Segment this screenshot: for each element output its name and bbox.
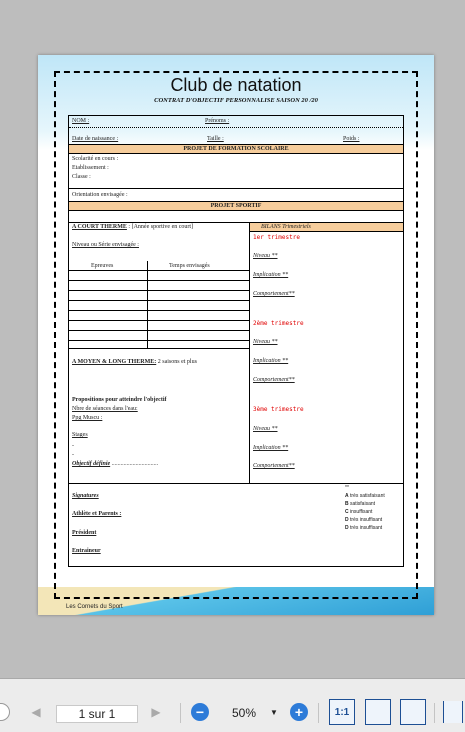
toolbar-separator — [434, 703, 435, 723]
legend-key: A — [345, 493, 349, 499]
legend-title: ** — [345, 485, 349, 491]
seances-label: Nbre de séances dans l'eau: — [72, 406, 138, 412]
comportement-t1: Comportement** — [253, 291, 295, 297]
divider — [69, 127, 403, 128]
implication-t2: Implication ** — [253, 358, 289, 364]
table-column-divider — [147, 261, 148, 348]
table-line — [69, 280, 249, 281]
athlete-label: Athlète et Parents : — [72, 511, 122, 517]
field-poids: Poids : — [343, 136, 360, 142]
rating-legend — [345, 484, 385, 532]
table-line — [69, 300, 249, 301]
single-page-icon — [443, 701, 463, 723]
table-line — [69, 290, 249, 291]
document-title: Club de natation — [170, 75, 302, 95]
moyen-long-heading — [72, 359, 197, 365]
objectif-label: Objectif définie — [72, 461, 111, 467]
zoom-out-button[interactable] — [189, 701, 211, 723]
comportement-t2: Comportement** — [253, 377, 295, 383]
field-nom: NOM : — [72, 118, 90, 124]
chevron-down-icon: ▼ — [270, 708, 278, 717]
single-page-button[interactable] — [443, 701, 463, 723]
moyen-long-label: A MOYEN & LONG THERME: — [72, 359, 157, 365]
stages-line-marker: - — [72, 443, 74, 449]
objectif-row — [72, 461, 158, 467]
implication-t1: Implication ** — [253, 272, 289, 278]
niveau-t1: Niveau ** — [253, 253, 278, 259]
fit-page-icon — [400, 699, 426, 725]
field-prenoms: Prénoms : — [205, 118, 230, 124]
field-taille: Taille : — [207, 136, 224, 142]
trimestre-3: 3ème trimestre — [253, 406, 304, 413]
field-date-naissance: Date de naissance : — [72, 136, 119, 142]
entraineur-label: Entraineur — [72, 548, 101, 554]
table-line — [69, 270, 249, 271]
legend-key: B — [345, 501, 349, 507]
table-line — [69, 320, 249, 321]
actual-size-button[interactable] — [329, 701, 355, 723]
divider — [69, 348, 249, 349]
objectif-dots: ............................... — [111, 461, 159, 467]
implication-t3: Implication ** — [253, 445, 289, 451]
chevron-right-icon: ▶ — [151, 705, 161, 719]
legend-item — [345, 492, 385, 500]
court-terme-heading — [72, 224, 193, 230]
zoom-out-icon: − — [191, 703, 209, 721]
document-subtitle: CONTRAT D'OBJECTIF PERSONNALISE SAISON 20 /20 — [154, 97, 318, 104]
legend-item — [345, 508, 385, 516]
next-page-button[interactable] — [148, 701, 164, 723]
legend-value: très insuffisant — [350, 525, 383, 531]
legend-value: insuffisant — [350, 509, 373, 515]
previous-page-button[interactable] — [28, 701, 44, 723]
zoom-in-button[interactable] — [288, 701, 310, 723]
divider — [69, 188, 403, 189]
legend-key: D — [345, 517, 349, 523]
section-scolaire: PROJET DE FORMATION SCOLAIRE — [69, 144, 403, 154]
moyen-long-note: 2 saisons et plus — [157, 359, 197, 365]
scolarite-label: Scolarité en cours : — [72, 156, 119, 162]
zoom-select[interactable] — [220, 705, 280, 721]
court-terme-note: : [Année sportive en court] — [128, 224, 194, 230]
circle-icon — [0, 703, 10, 721]
fit-page-button[interactable] — [400, 701, 426, 723]
table-line — [69, 340, 249, 341]
fit-width-button[interactable] — [365, 701, 391, 723]
ppg-label: Ppg Muscu : — [72, 415, 103, 421]
president-label: Président — [72, 530, 97, 536]
legend-key: C — [345, 509, 349, 515]
table-line — [69, 330, 249, 331]
viewer-toolbar — [0, 678, 465, 732]
legend-value: satisfaisant — [350, 501, 376, 507]
actual-size-icon: 1:1 — [329, 699, 355, 725]
niveau-t3: Niveau ** — [253, 426, 278, 432]
circle-button[interactable] — [0, 701, 10, 723]
stages-line-marker: - — [72, 452, 74, 458]
signatures-label: Signatures — [72, 493, 99, 499]
legend-value: très insuffisant — [350, 517, 383, 523]
toolbar-separator — [318, 703, 319, 723]
trimestre-2: 2ème trimestre — [253, 320, 304, 327]
section-sportif: PROJET SPORTIF — [69, 201, 403, 211]
legend-value: très satisfaisant — [350, 493, 385, 499]
toolbar-separator — [180, 703, 181, 723]
zoom-value: 50% — [232, 706, 257, 720]
stages-label: Stages — [72, 432, 88, 438]
epreuves-header: Epreuves — [91, 263, 114, 269]
document-page — [38, 55, 434, 615]
niveau-t2: Niveau ** — [253, 339, 278, 345]
contract-form — [68, 115, 404, 567]
column-divider — [249, 222, 250, 483]
legend-key: D — [345, 525, 349, 531]
legend-item — [345, 524, 385, 532]
court-terme-label: A COURT THERME — [72, 224, 127, 230]
fit-width-icon — [365, 699, 391, 725]
temps-header: Temps envisagés — [169, 263, 210, 269]
legend-item — [345, 516, 385, 524]
trimestre-1: 1er trimestre — [253, 234, 300, 241]
chevron-left-icon: ◀ — [31, 705, 41, 719]
niveau-label: Niveau ou Série envisagée : — [72, 242, 139, 248]
brand-text: Les Cornets du Sport — [66, 604, 123, 610]
bilans-heading: BILANS Trimestriels — [261, 224, 311, 230]
propositions-label: Propositions pour atteindre l'objectif — [72, 397, 167, 403]
etablissement-label: Etablissement : — [72, 165, 109, 171]
comportement-t3: Comportement** — [253, 463, 295, 469]
classe-label: Classe : — [72, 174, 91, 180]
page-number-field[interactable]: 1 sur 1 — [56, 705, 138, 723]
table-line — [69, 310, 249, 311]
legend-item — [345, 500, 385, 508]
orientation-label: Orientation envisagée : — [72, 192, 128, 198]
zoom-in-icon: + — [290, 703, 308, 721]
